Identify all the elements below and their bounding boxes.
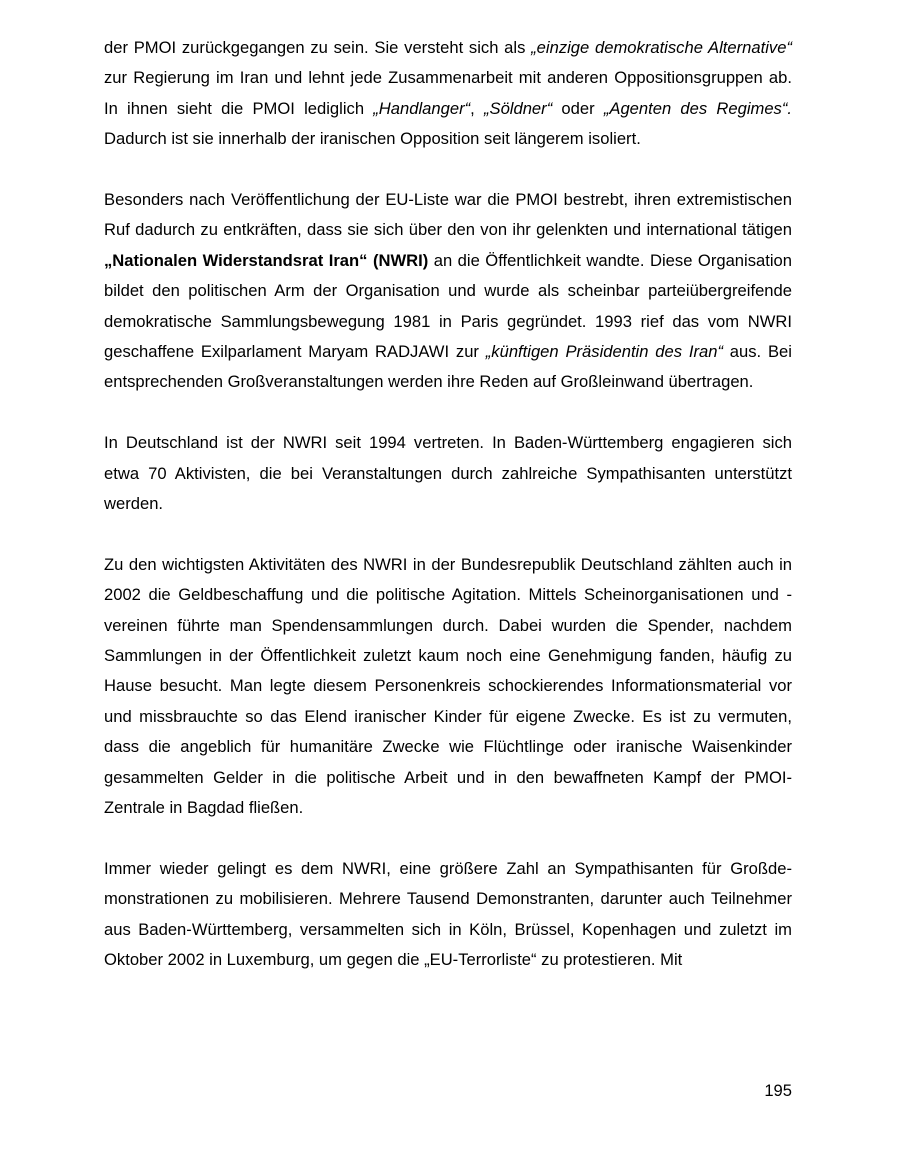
paragraph-gap bbox=[104, 155, 792, 185]
paragraph-1 bbox=[104, 33, 792, 155]
page-number: 195 bbox=[764, 1081, 792, 1100]
bold-term: „Nationalen Widerstandsrat Iran“ (NWRI) bbox=[104, 250, 429, 270]
text-run: Dadurch ist sie innerhalb der iranischen Opposition seit längerem isoliert. bbox=[104, 129, 641, 149]
paragraph-gap bbox=[104, 519, 792, 549]
text-run: der PMOI zurückgegangen zu sein. Sie versteht sich als bbox=[104, 38, 532, 57]
paragraph-5 bbox=[104, 854, 792, 976]
text-run: aus. Bei entsprechenden Großveranstaltungen werden ihre Reden auf Großleinwand übertragen. bbox=[104, 342, 792, 392]
text-run: an die Öffentlichkeit wandte. Diese Organisation bildet den politischen Arm der Organisation und wurde als scheinbar parteiübergreifende demokratische Sammlungsbewegung 1981 in Paris gegründet. 1993 rief das vom NWRI geschaffene Exilparlament Maryam RADJAWI zur bbox=[104, 250, 792, 362]
paragraph-2 bbox=[104, 185, 792, 398]
text-run: In Deutschland ist der NWRI seit 1994 vertreten. In Baden-Württemberg engagieren sich etwa 70 Aktivisten, die bei Veranstaltungen durch zahlreiche Sympathisanten unterstützt werden. bbox=[104, 433, 792, 514]
text-run: Zu den wichtigsten Aktivitäten des NWRI in der Bundesrepublik Deutschland zählten auch in 2002 die Geldbeschaffung und die politische Agitation. Mittels Scheinorganisationen und -vereinen führte man Spendensammlungen durch. Dabei wurden die Spender, nachdem Sammlungen in der Öffentlichkeit zuletzt kaum noch eine Genehmigung fanden, häufig zu Hause besucht. Man legte diesem Personenkreis schockierendes Informationsmaterial vor und missbrauchte so das Elend iranischer Kinder für eigene Zwecke. Es ist zu vermuten, dass die angeblich für humanitäre Zwecke wie Flüchtlinge oder iranische Waisenkinder gesammelten Gelder in die politische Arbeit und in den bewaffneten Kampf der PMOI-Zentrale in Bagdad fließen. bbox=[104, 554, 792, 818]
text-run: , bbox=[470, 98, 484, 118]
text-run: zur Regierung im Iran und lehnt jede Zusammenarbeit mit anderen Oppositionsgruppen ab. In ihnen sieht die PMOI lediglich bbox=[104, 68, 792, 118]
paragraph-gap bbox=[104, 824, 792, 854]
paragraph-4 bbox=[104, 550, 792, 824]
italic-quote: „einzige demokratische Alternative“ bbox=[531, 38, 792, 57]
italic-quote: „Söldner“ bbox=[483, 98, 553, 118]
text-run: Besonders nach Veröffentlichung der EU-Liste war die PMOI bestrebt, ihren extremistischen Ruf dadurch zu entkräften, dass sie sich über den von ihr gelenkten und international tätigen bbox=[104, 190, 792, 240]
italic-quote: „Agenten des Regimes“. bbox=[603, 98, 792, 118]
body-text bbox=[104, 33, 792, 976]
italic-quote: „künftigen Präsidentin des Iran“ bbox=[485, 342, 723, 362]
paragraph-gap bbox=[104, 398, 792, 428]
paragraph-3 bbox=[104, 428, 792, 519]
text-run: oder bbox=[552, 98, 604, 118]
text-run: Immer wieder gelingt es dem NWRI, eine größere Zahl an Sympathisanten für Großdemonstrationen zu mobilisieren. Mehrere Tausend Demonstranten, darunter auch Teilnehmer aus Baden-Württemberg, versammelten sich in Köln, Brüssel, Kopenhagen und zuletzt im Oktober 2002 in Luxemburg, um gegen die „EU-Terrorliste“ zu protestieren. Mit bbox=[104, 858, 792, 970]
italic-quote: „Handlanger“ bbox=[373, 98, 471, 118]
